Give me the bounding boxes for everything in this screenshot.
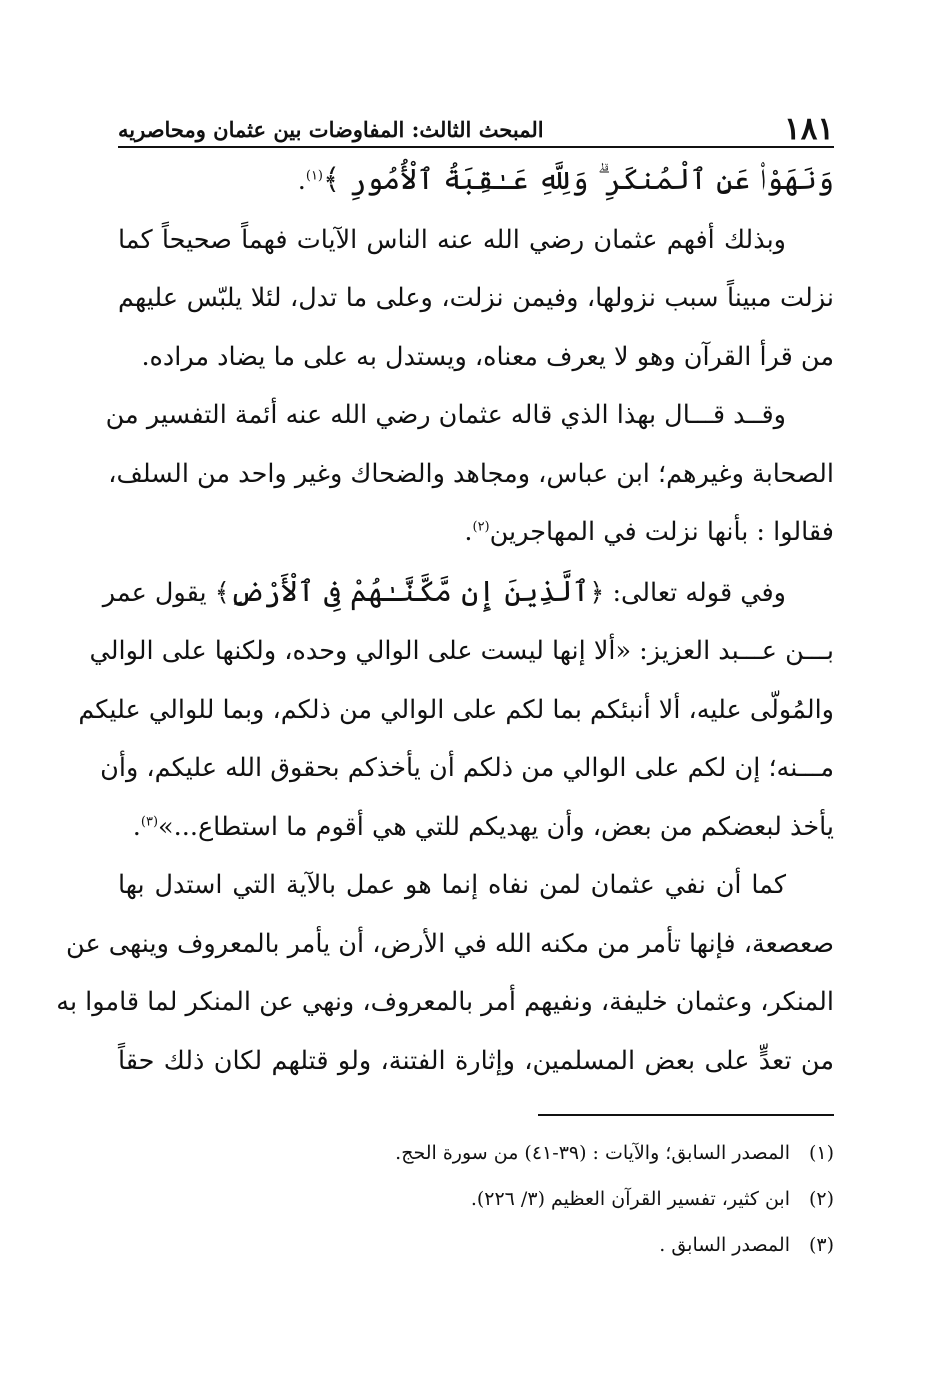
paragraph-1-line-1: وبذلك أفهم عثمان رضي الله عنه الناس الآيات فهماً صحيحاً كما xyxy=(118,224,786,255)
paragraph-3-line-5-text: يأخذ لبعضكم من بعض، وأن يهديكم للتي هي أقوم ما استطاع...» xyxy=(158,811,834,842)
footnote-item xyxy=(118,1222,834,1268)
paragraph-4-line-1: كما أن نفي عثمان لمن نفاه إنما هو عمل بالآية التي استدل بها xyxy=(118,870,786,900)
footnote-text: ابن كثير، تفسير القرآن العظيم (٣/ ٢٢٦). xyxy=(470,1188,790,1210)
paragraph-2-line-3 xyxy=(118,503,834,562)
period: . xyxy=(297,166,306,196)
footnote-item xyxy=(118,1130,834,1176)
page-number: ١٨١ xyxy=(784,111,834,147)
paragraph-3-line-3: والمُولّى عليه، ألا أنبئكم بما لكم على الوالي من ذلكم، وبما للوالي عليكم xyxy=(78,694,834,725)
paragraph-3-line-2: بـــن عـــبد العزيز: «ألا إنها ليست على الوالي وحده، ولكنها على الوالي xyxy=(89,636,834,666)
paragraph-1-line-3: من قرأ القرآن وهو لا يعرف معناه، ويستدل به على ما يضاد مراده. xyxy=(141,341,834,372)
footnote-number: (٣) xyxy=(808,1234,834,1256)
verse-intro: وفي قوله تعالى: ﴿ xyxy=(589,577,786,608)
footnote-text: المصدر السابق . xyxy=(659,1234,790,1256)
paragraph-3-line-5 xyxy=(118,798,834,857)
footnote-divider xyxy=(538,1114,834,1116)
footnotes xyxy=(118,1130,834,1268)
footnote-number: (١) xyxy=(808,1142,834,1164)
footnote-ref-2: (٢) xyxy=(472,519,490,535)
footnote-text: المصدر السابق؛ والآيات : (٣٩-٤١) من سورة الحج. xyxy=(395,1142,790,1164)
footnote-number: (٢) xyxy=(808,1188,834,1210)
paragraph-3-line-4: مـــنه؛ إن لكم على الوالي من ذلكم أن يأخذكم بحقوق الله عليكم، وأن xyxy=(100,753,834,783)
footnote-item xyxy=(118,1176,834,1222)
quran-verse-inline: ٱلَّذِينَ إِن مَّكَّنَّـٰهُمْ فِى ٱلْأَرْضِ xyxy=(229,573,590,608)
quran-verse: وَنَهَوْا۟ عَنِ ٱلْمُنكَرِ ۗ وَلِلَّهِ عَـٰقِبَةُ ٱلْأُمُورِ ﴾ xyxy=(323,162,834,196)
footnote-ref-1: (١) xyxy=(305,168,323,184)
paragraph-1-line-2: نزلت مبيناً سبب نزولها، وفيمن نزلت، وعلى ما تدل، لئلا يلبّس عليهم xyxy=(118,283,834,313)
paragraph-3-line-1 xyxy=(102,562,834,623)
running-header xyxy=(118,112,834,148)
paragraph-4-line-2: صعصعة، فإنها تأمر من مكنه الله في الأرض، أن يأمر بالمعروف وينهى عن xyxy=(66,928,834,959)
paragraph-4-line-3: المنكر، وعثمان خليفة، ونفيهم أمر بالمعروف، ونهي عن المنكر لما قاموا به xyxy=(56,987,834,1017)
paragraph-2-line-1: وقــد قـــال بهذا الذي قاله عثمان رضي الله عنه أئمة التفسير من xyxy=(105,400,786,430)
quran-verse-line xyxy=(118,150,834,211)
main-text xyxy=(56,150,834,1090)
paragraph-2-line-3-text: فقالوا : بأنها نزلت في المهاجرين xyxy=(489,517,834,547)
footnote-ref-3: (٣) xyxy=(140,814,159,829)
paragraph-4-line-4: من تعدٍّ على بعض المسلمين، وإثارة الفتنة، ولو قتلهم لكان ذلك حقاً xyxy=(118,1045,834,1076)
chapter-title: المبحث الثالث: المفاوضات بين عثمان ومحاصريه xyxy=(118,116,544,142)
period: . xyxy=(132,811,141,842)
period: . xyxy=(464,517,473,547)
verse-outro: ﴾ يقول عمر xyxy=(102,577,230,608)
paragraph-2-line-2: الصحابة وغيرهم؛ ابن عباس، ومجاهد والضحاك وغير واحد من السلف، xyxy=(108,458,834,489)
